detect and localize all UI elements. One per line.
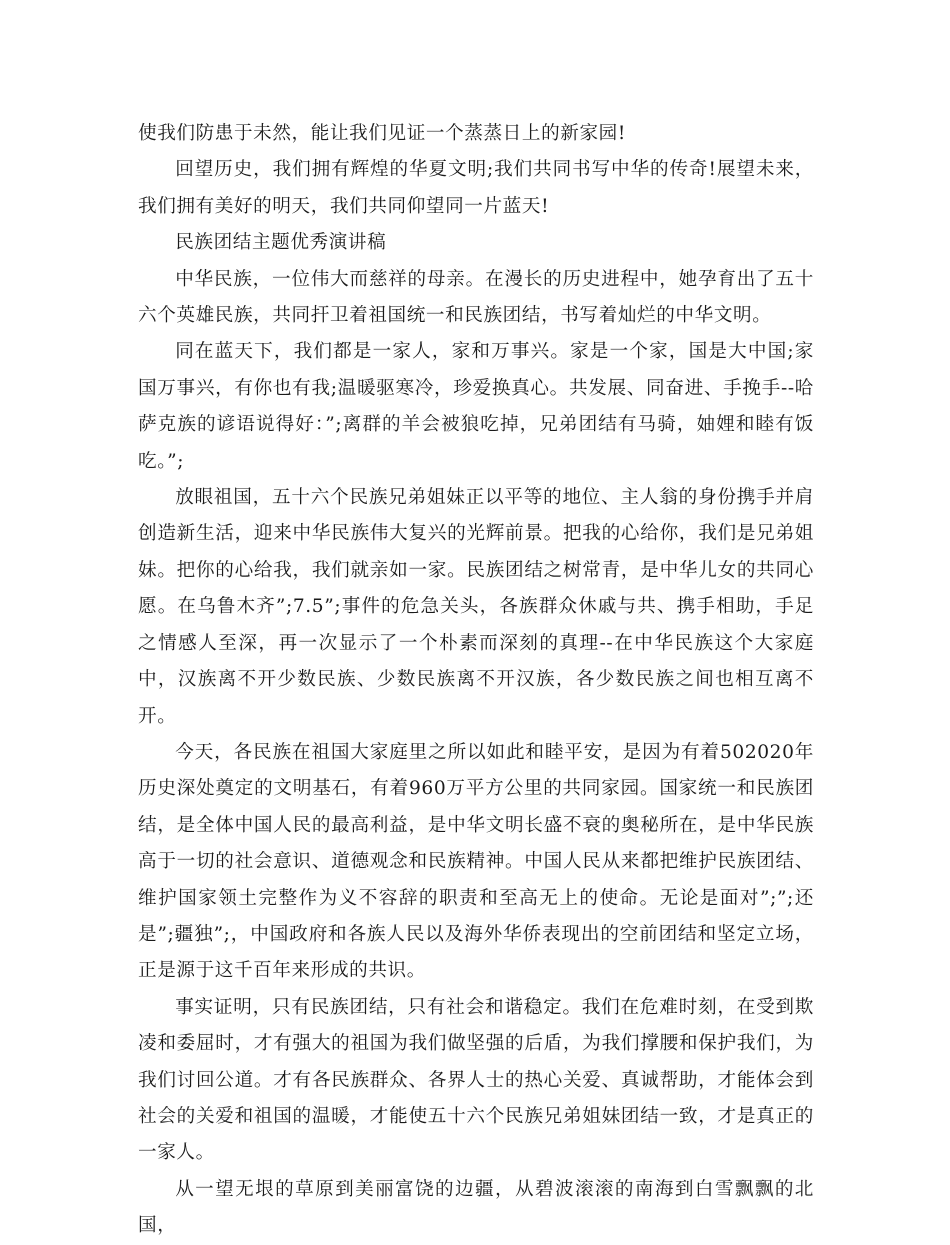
paragraph-motherland: 放眼祖国，五十六个民族兄弟姐妹正以平等的地位、主人翁的身份携手并肩创造新生活，迎来中华民族伟大复兴的光辉前景。把我的心给你，我们是兄弟姐妹。把你的心给我，我们就亲如一家。民族团结之树常青，是中华儿女的共同心愿。在乌鲁木齐”;7.5”;事件的危急关头，各族群众休戚与共、携手相助，手足之情感人至深，再一次显示了一个朴素而深刻的真理--在中华民族这个大家庭中，汉族离不开少数民族、少数民族离不开汉族，各少数民族之间也相互离不开。 <box>138 487 814 727</box>
paragraph-intro: 中华民族，一位伟大而慈祥的母亲。在漫长的历史进程中，她孕育出了五十六个英雄民族，共同扞卫着祖国统一和民族团结，书写着灿烂的中华文明。 <box>138 268 814 327</box>
paragraph-closing: 从一望无垠的草原到美丽富饶的边疆，从碧波滚滚的南海到白雪飘飘的北国， <box>138 1178 814 1237</box>
paragraph-history: 回望历史，我们拥有辉煌的华夏文明;我们共同书写中华的传奇!展望未来，我们拥有美好的明天，我们共同仰望同一片蓝天! <box>138 159 814 217</box>
section-title: 民族团结主题优秀演讲稿 <box>175 232 387 254</box>
paragraph-facts: 事实证明，只有民族团结，只有社会和谐稳定。我们在危难时刻，在受到欺凌和委屈时，才有强大的祖国为我们做坚强的后盾，为我们撑腰和保护我们，为我们讨回公道。才有各民族群众、各界人士的热心关爱、真诚帮助，才能体会到社会的关爱和祖国的温暖，才能使五十六个民族兄弟姐妹团结一致，才是真正的一家人。 <box>138 996 814 1164</box>
paragraph-continuation: 使我们防患于未然，能让我们见证一个蒸蒸日上的新家园! <box>138 123 626 144</box>
paragraph-today: 今天，各民族在祖国大家庭里之所以如此和睦平安，是因为有着502020年历史深处奠定的文明基石，有着960万平方公里的共同家园。国家统一和民族团结，是全体中国人民的最高利益，是中华文明长盛不衰的奥秘所在，是中华民族高于一切的社会意识、道德观念和民族精神。中国人民从来都把维护民族团结、维护国家领土完整作为义不容辞的职责和至高无上的使命。无论是面对”;”;还是”;疆独”;，中国政府和各族人民以及海外华侨表现出的空前团结和坚定立场，正是源于这千百年来形成的共识。 <box>138 741 814 982</box>
paragraph-family: 同在蓝天下，我们都是一家人，家和万事兴。家是一个家，国是大中国;家国万事兴，有你也有我;温暖驱寒冷，珍爱换真心。共发展、同奋进、手挽手--哈萨克族的谚语说得好：”;离群的羊会被狼吃掉，兄弟团结有马骑，妯娌和睦有饭吃。”; <box>138 341 814 472</box>
document-body <box>138 116 814 1245</box>
